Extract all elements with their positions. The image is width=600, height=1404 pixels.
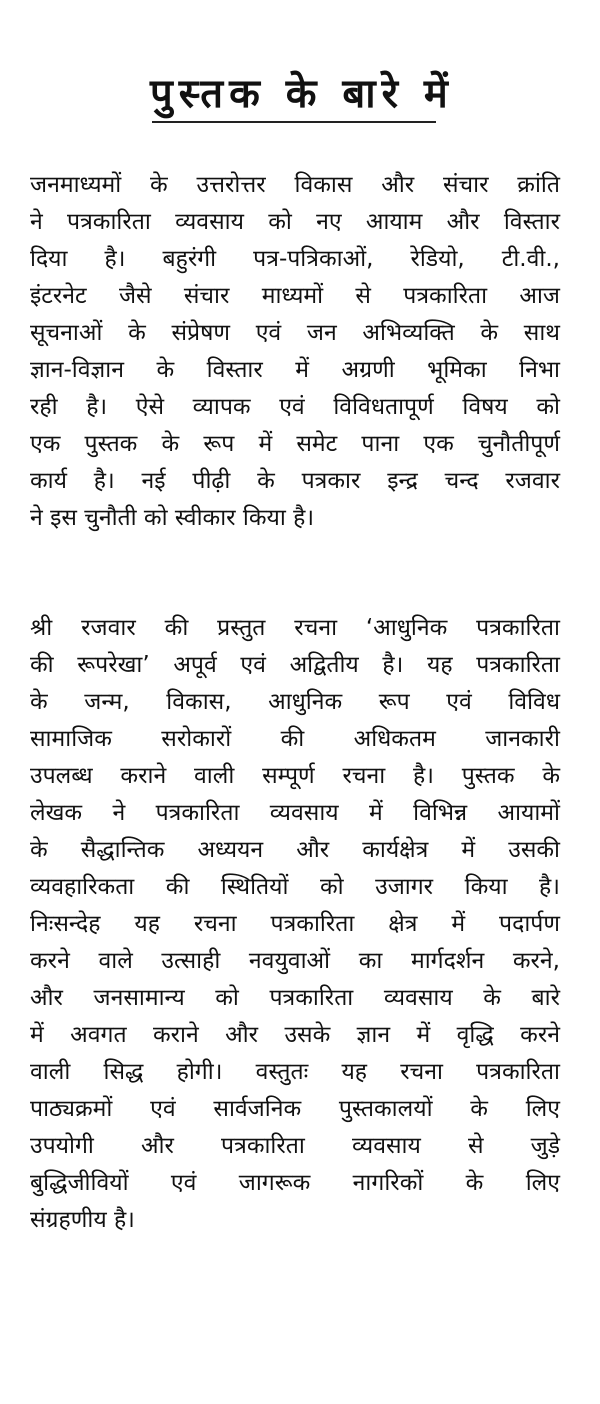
- text-line: की रूपरेखा’ अपूर्व एवं अद्वितीय है। यह पत्रकारिता: [30, 652, 560, 678]
- text-line: और जनसामान्य को पत्रकारिता व्यवसाय के बारे: [30, 985, 560, 1011]
- text-line: बुद्धिजीवियों एवं जागरूक नागरिकों के लिए: [30, 1170, 560, 1196]
- text-line: जनमाध्यमों के उत्तरोत्तर विकास और संचार क्रांति: [30, 172, 560, 198]
- text-line: ने इस चुनौती को स्वीकार किया है।: [30, 505, 315, 531]
- text-line: करने वाले उत्साही नवयुवाओं का मार्गदर्शन करने,: [30, 948, 560, 974]
- text-line: रही है। ऐसे व्यापक एवं विविधतापूर्ण विषय को: [30, 394, 560, 420]
- text-line: के सैद्धान्तिक अध्ययन और कार्यक्षेत्र में उसकी: [30, 837, 560, 863]
- text-line: संग्रहणीय है।: [30, 1207, 135, 1233]
- text-line: दिया है। बहुरंगी पत्र-पत्रिकाओं, रेडियो, टी.वी.,: [30, 246, 560, 272]
- text-line: सामाजिक सरोकारों की अधिकतम जानकारी: [30, 726, 560, 752]
- text-line: इंटरनेट जैसे संचार माध्यमों से पत्रकारिता आज: [30, 283, 560, 309]
- text-line: पाठ्यक्रमों एवं सार्वजनिक पुस्तकालयों के लिए: [30, 1096, 560, 1122]
- paragraph-about-work: [30, 610, 560, 1239]
- text-line: श्री रजवार की प्रस्तुत रचना ‘आधुनिक पत्रकारिता: [30, 615, 560, 641]
- text-line: उपयोगी और पत्रकारिता व्यवसाय से जुड़े: [30, 1133, 560, 1159]
- text-line: एक पुस्तक के रूप में समेट पाना एक चुनौतीपूर्ण: [30, 431, 560, 457]
- title-block: [150, 68, 454, 120]
- text-line: के जन्म, विकास, आधुनिक रूप एवं विविध: [30, 689, 560, 715]
- text-line: सूचनाओं के संप्रेषण एवं जन अभिव्यक्ति के साथ: [30, 320, 560, 346]
- page-title: पुस्तक के बारे में: [150, 71, 454, 117]
- text-line: व्यवहारिकता की स्थितियों को उजागर किया है।: [30, 874, 560, 900]
- text-line: में अवगत कराने और उसके ज्ञान में वृद्धि करने: [30, 1022, 560, 1048]
- title-underline: [152, 121, 436, 123]
- text-line: लेखक ने पत्रकारिता व्यवसाय में विभिन्न आयामों: [30, 800, 560, 826]
- text-line: कार्य है। नई पीढ़ी के पत्रकार इन्द्र चन्द रजवार: [30, 468, 560, 494]
- text-line: ने पत्रकारिता व्यवसाय को नए आयाम और विस्तार: [30, 209, 560, 235]
- text-line: वाली सिद्ध होगी। वस्तुतः यह रचना पत्रकारिता: [30, 1059, 560, 1085]
- paragraph-intro: [30, 167, 560, 537]
- text-line: ज्ञान-विज्ञान के विस्तार में अग्रणी भूमिका निभा: [30, 357, 560, 383]
- text-line: निःसन्देह यह रचना पत्रकारिता क्षेत्र में पदार्पण: [30, 911, 560, 937]
- text-line: उपलब्ध कराने वाली सम्पूर्ण रचना है। पुस्तक के: [30, 763, 560, 789]
